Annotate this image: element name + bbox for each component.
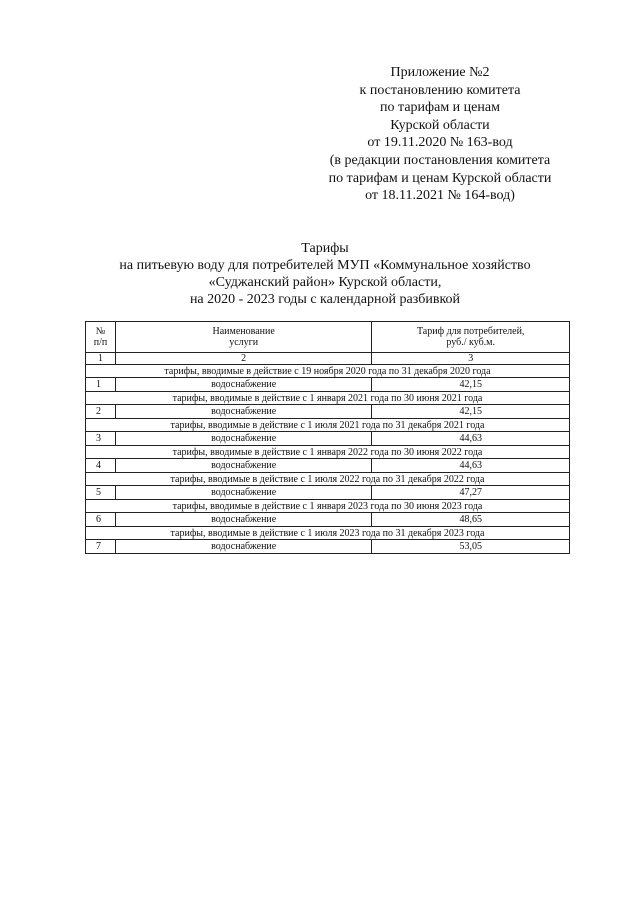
tariff-value: 44,63 [372, 459, 570, 473]
table-row [86, 486, 570, 500]
period-row [86, 365, 570, 378]
appendix-line: Приложение №2 [390, 65, 490, 80]
period-label: тарифы, вводимые в действие с 1 января 2022 года по 30 июня 2022 года [86, 446, 570, 459]
period-label: тарифы, вводимые в действие с 1 января 2023 года по 30 июня 2023 года [86, 500, 570, 513]
tariff-value: 42,15 [372, 378, 570, 392]
period-label: тарифы, вводимые в действие с 1 июля 2022 года по 31 декабря 2022 года [86, 473, 570, 486]
service-name: водоснабжение [115, 540, 371, 554]
column-index: 1 [86, 353, 116, 365]
service-name: водоснабжение [115, 405, 371, 419]
period-row [86, 419, 570, 432]
tariff-value: 53,05 [372, 540, 570, 554]
appendix-line: от 19.11.2020 № 163-вод [367, 135, 513, 151]
period-label: тарифы, вводимые в действие с 1 июля 2021 года по 31 декабря 2021 года [86, 419, 570, 432]
service-name: водоснабжение [115, 513, 371, 527]
tariff-value: 48,65 [372, 513, 570, 527]
table-row [86, 378, 570, 392]
period-label: тарифы, вводимые в действие с 1 января 2021 года по 30 июня 2021 года [86, 392, 570, 405]
column-index: 3 [372, 353, 570, 365]
period-row [86, 473, 570, 486]
table-row [86, 459, 570, 473]
row-number: 3 [86, 432, 116, 446]
appendix-line: по тарифам и ценам Курской области [328, 170, 552, 186]
row-number: 7 [86, 540, 116, 554]
table-row [86, 540, 570, 554]
appendix-line: от 18.11.2021 № 164-вод) [365, 188, 515, 204]
period-label: тарифы, вводимые в действие с 19 ноября 2020 года по 31 декабря 2020 года [86, 365, 570, 378]
title-heading: Тарифы [301, 241, 349, 256]
tariff-value: 44,63 [372, 432, 570, 446]
appendix-line: Курской области [390, 117, 490, 133]
service-name: водоснабжение [115, 378, 371, 392]
column-index-row [86, 353, 570, 365]
table-row [86, 513, 570, 527]
title-line: на 2020 - 2023 годы с календарной разбивкой [189, 292, 461, 307]
appendix-line: по тарифам и ценам [380, 100, 500, 116]
row-number: 6 [86, 513, 116, 527]
appendix-line: к постановлению комитета [359, 82, 521, 98]
appendix-block [300, 64, 580, 205]
appendix-line: (в редакции постановления комитета [329, 152, 551, 168]
service-name: водоснабжение [115, 432, 371, 446]
tariff-value: 47,27 [372, 486, 570, 500]
title-line: на питьевую воду для потребителей МУП «Коммунальное хозяйство [119, 258, 531, 273]
row-number: 2 [86, 405, 116, 419]
service-name: водоснабжение [115, 486, 371, 500]
table-header-row [86, 322, 570, 353]
period-label: тарифы, вводимые в действие с 1 июля 2023 года по 31 декабря 2023 года [86, 527, 570, 540]
period-row [86, 392, 570, 405]
header-num: № п/п [86, 322, 116, 353]
period-row [86, 446, 570, 459]
table-row [86, 432, 570, 446]
header-service: Наименование услуги [115, 322, 371, 353]
period-row [86, 500, 570, 513]
table-row [86, 405, 570, 419]
service-name: водоснабжение [115, 459, 371, 473]
period-row [86, 527, 570, 540]
title-line: «Суджанский район» Курской области, [208, 275, 442, 290]
tariff-table [85, 321, 570, 554]
tariff-value: 42,15 [372, 405, 570, 419]
row-number: 4 [86, 459, 116, 473]
document-title [100, 240, 550, 308]
column-index: 2 [115, 353, 371, 365]
row-number: 1 [86, 378, 116, 392]
row-number: 5 [86, 486, 116, 500]
tariff-table-body [86, 322, 570, 554]
header-tariff: Тариф для потребителей, руб./ куб.м. [372, 322, 570, 353]
